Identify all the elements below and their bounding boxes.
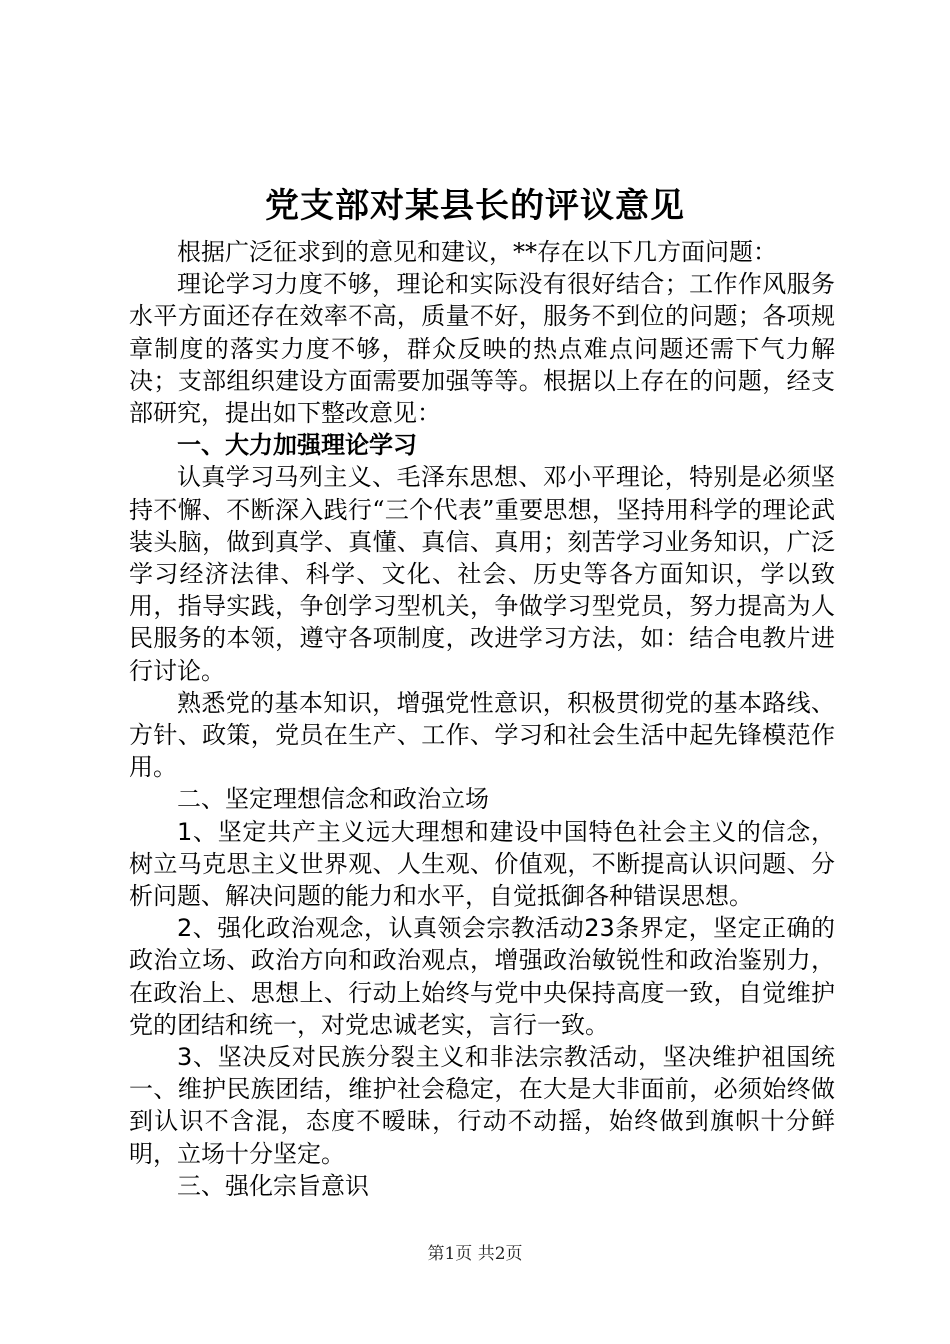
party-knowledge-paragraph: 熟悉党的基本知识，增强党性意识，积极贯彻党的基本路线、方针、政策，党员在生产、工作、学习和社会生活中起先锋模范作用。	[129, 688, 835, 782]
document-body	[129, 236, 835, 1202]
section-heading-1: 一、大力加强理论学习	[177, 431, 417, 460]
item-paragraph-2: 2、强化政治观念，认真领会宗教活动23条界定，坚定正确的政治立场、政治方向和政治观点，增强政治敏锐性和政治鉴别力，在政治上、思想上、行动上始终与党中央保持高度一致，自觉维护党的团结和统一，对党忠诚老实，言行一致。	[129, 914, 835, 1039]
item-paragraph-1: 1、坚定共产主义远大理想和建设中国特色社会主义的信念，树立马克思主义世界观、人生观、价值观，不断提高认识问题、分析问题、解决问题的能力和水平，自觉抵御各种错误思想。	[129, 817, 835, 911]
theory-study-paragraph: 认真学习马列主义、毛泽东思想、邓小平理论，特别是必须坚持不懈、不断深入践行“三个代表”重要思想，坚持用科学的理论武装头脑，做到真学、真懂、真信、真用；刻苦学习业务知识，广泛学习经济法律、科学、文化、社会、历史等各方面知识，学以致用，指导实践，争创学习型机关，争做学习型党员，努力提高为人民服务的本领，遵守各项制度，改进学习方法，如：结合电教片进行讨论。	[129, 463, 835, 685]
intro-paragraph: 根据广泛征求到的意见和建议，**存在以下几方面问题：	[177, 238, 777, 266]
page-number: 第1页 共2页	[427, 1244, 523, 1264]
section-heading-3: 三、强化宗旨意识	[177, 1171, 369, 1200]
document-title: 党支部对某县长的评议意见	[265, 186, 685, 226]
item-paragraph-3: 3、坚决反对民族分裂主义和非法宗教活动，坚决维护祖国统一、维护民族团结，维护社会稳定，在大是大非面前，必须始终做到认识不含混，态度不暧昧，行动不动摇，始终做到旗帜十分鲜明，立场十分坚定。	[129, 1043, 835, 1168]
problems-paragraph: 理论学习力度不够，理论和实际没有很好结合；工作作风服务水平方面还存在效率不高，质量不好，服务不到位的问题；各项规章制度的落实力度不够，群众反映的热点难点问题还需下气力解决；支部组织建设方面需要加强等等。根据以上存在的问题，经支部研究，提出如下整改意见：	[129, 270, 835, 428]
section-heading-2: 二、坚定理想信念和政治立场	[177, 785, 489, 814]
